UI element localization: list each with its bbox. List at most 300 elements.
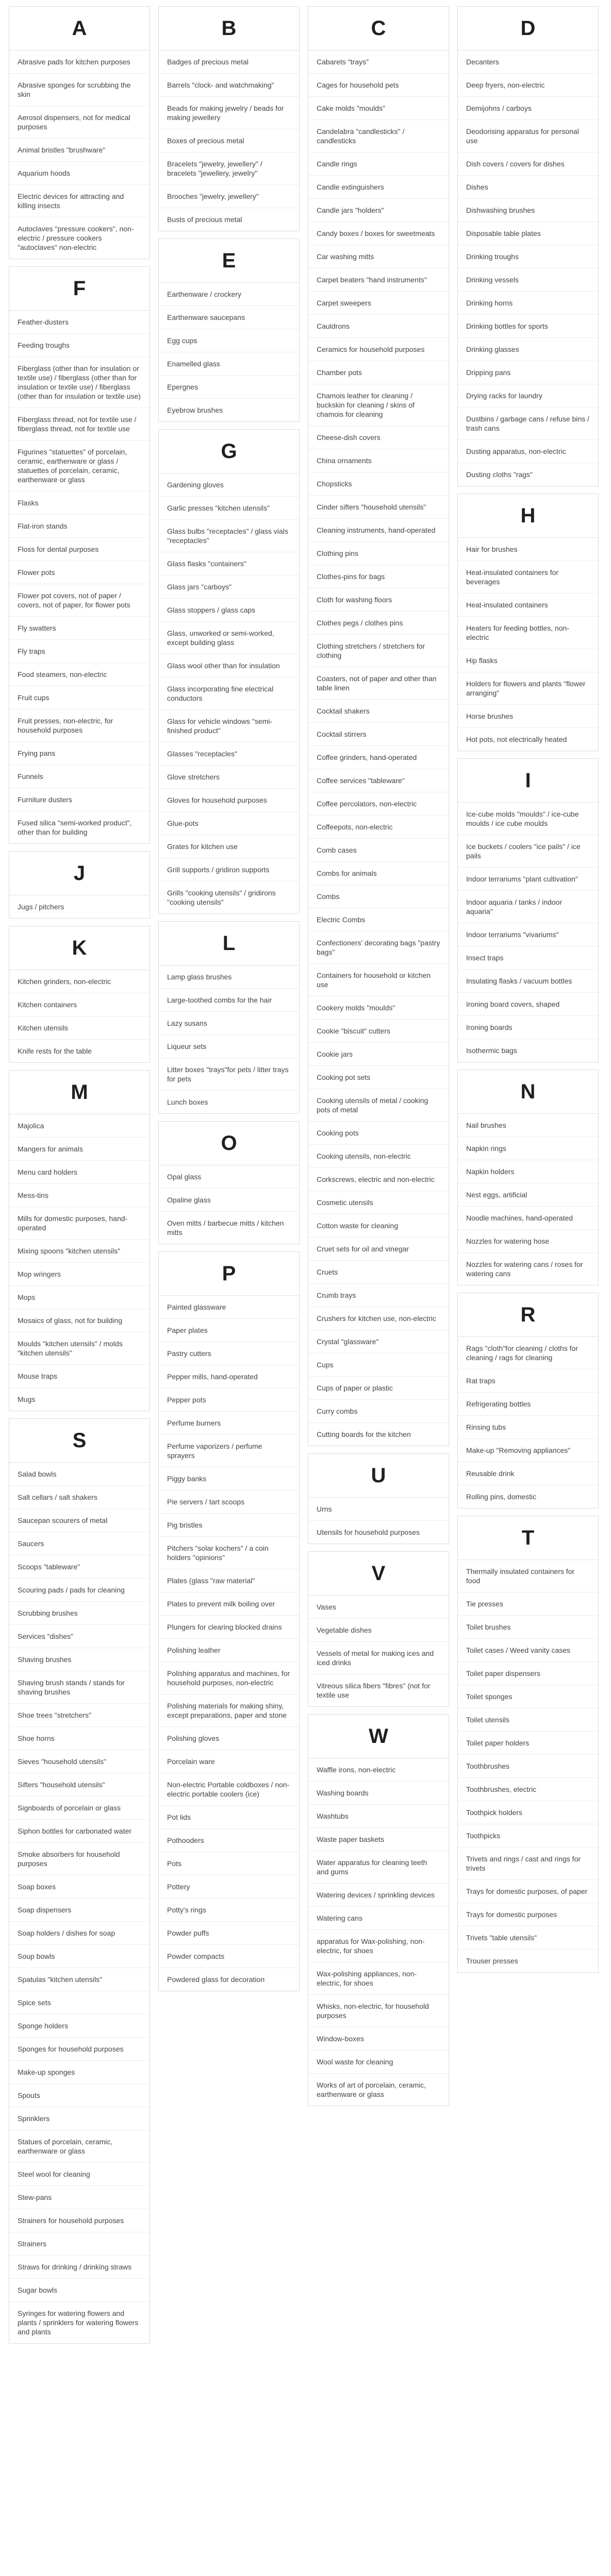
list-item[interactable]: Shaving brush stands / stands for shaving brushes — [9, 1671, 150, 1704]
list-item[interactable]: Toilet sponges — [458, 1685, 598, 1708]
list-item[interactable]: Gloves for household purposes — [159, 789, 299, 812]
list-item[interactable]: Kitchen grinders, non-electric — [9, 970, 150, 993]
list-item[interactable]: Urns — [308, 1498, 449, 1521]
column-2 — [158, 6, 300, 1998]
list-item[interactable]: Vitreous silica fibers "fibres" (not for textile use — [317, 1682, 431, 1699]
list-item[interactable]: Mops — [9, 1286, 150, 1309]
list-item[interactable]: Menu card holders — [9, 1161, 150, 1184]
list-item[interactable]: Earthenware / crockery — [159, 283, 299, 306]
list-item[interactable]: Trouser presses — [466, 1957, 518, 1965]
list-item[interactable]: Coffee grinders, hand-operated — [308, 746, 449, 769]
list-item[interactable]: Clothing pins — [308, 542, 449, 565]
list-item[interactable]: Shoe horns — [9, 1727, 150, 1750]
list-item[interactable]: Candle extinguishers — [308, 176, 449, 199]
list-item[interactable]: Straws for drinking / drinking straws — [9, 2256, 150, 2279]
list-item[interactable]: Decanters — [458, 50, 598, 74]
list-item[interactable]: Saucepan scourers of metal — [9, 1509, 150, 1532]
list-item[interactable]: Toothpick holders — [458, 1801, 598, 1824]
list-item[interactable]: Cabarets "trays" — [308, 50, 449, 74]
list-item[interactable]: Coffee percolators, non-electric — [308, 792, 449, 816]
list-item[interactable]: Fly traps — [9, 640, 150, 663]
list-item[interactable]: Opaline glass — [159, 1189, 299, 1212]
list-item[interactable]: Mixing spoons "kitchen utensils" — [9, 1240, 150, 1263]
list-item[interactable]: Ceramics for household purposes — [308, 338, 449, 361]
list-item[interactable]: Glass for vehicle windows "semi-finished product" — [159, 710, 299, 742]
list-item[interactable]: Crumb trays — [308, 1284, 449, 1307]
list-item[interactable]: Salad bowls — [9, 1463, 150, 1486]
list-item[interactable]: Heat-insulated containers for beverages — [458, 561, 598, 594]
list-item[interactable]: Beads for making jewelry / beads for making jewellery — [159, 97, 299, 129]
list-item[interactable]: Fiberglass thread, not for textile use / fiberglass thread, not for textile use — [9, 408, 150, 440]
list-item[interactable]: Hair for brushes — [458, 538, 598, 561]
list-item[interactable]: apparatus for Wax-polishing, non-electric, for shoes — [308, 1930, 449, 1962]
list-item[interactable]: Shoe trees "stretchers" — [9, 1704, 150, 1727]
list-item[interactable]: Crystal "glassware" — [308, 1330, 449, 1353]
list-item[interactable]: Refrigerating bottles — [458, 1393, 598, 1416]
list-item[interactable]: Clothes-pins for bags — [308, 565, 449, 588]
list-item[interactable]: Cooking pot sets — [308, 1066, 449, 1089]
list-item[interactable]: Carpet beaters "hand instruments" — [308, 268, 449, 292]
list-item[interactable]: Dusting apparatus, non-electric — [458, 440, 598, 463]
list-item[interactable]: Fly swatters — [9, 617, 150, 640]
list-item[interactable]: Works of art of porcelain, ceramic, earthenware or glass — [317, 2081, 426, 2098]
list-item[interactable]: Scrubbing brushes — [9, 1602, 150, 1625]
list-item[interactable]: Nail brushes — [458, 1114, 598, 1137]
list-item[interactable]: Siphon bottles for carbonated water — [9, 1820, 150, 1843]
list-item[interactable]: Enamelled glass — [159, 352, 299, 376]
list-item[interactable]: Glass incorporating fine electrical conductors — [159, 677, 299, 710]
list-item[interactable]: Fused silica "semi-worked product", other than for building — [18, 819, 132, 836]
list-item[interactable]: Wax-polishing appliances, non-electric, for shoes — [308, 1962, 449, 1995]
list-item[interactable]: Candy boxes / boxes for sweetmeats — [308, 222, 449, 245]
list-item[interactable]: Rat traps — [458, 1369, 598, 1393]
list-item[interactable]: Clothes pegs / clothes pins — [308, 612, 449, 635]
list-item[interactable]: Drinking bottles for sports — [458, 315, 598, 338]
list-item[interactable]: Vegetable dishes — [308, 1619, 449, 1642]
list-item[interactable]: Containers for household or kitchen use — [308, 964, 449, 996]
list-item[interactable]: Trays for domestic purposes, of paper — [458, 1880, 598, 1903]
list-item[interactable]: Scouring pads / pads for cleaning — [9, 1579, 150, 1602]
list-item[interactable]: Pothooders — [159, 1829, 299, 1852]
list-item[interactable]: Funnels — [9, 765, 150, 788]
list-item[interactable]: Sifters "household utensils" — [9, 1773, 150, 1797]
list-item[interactable]: Candle rings — [308, 152, 449, 176]
list-item[interactable]: Cocktail stirrers — [308, 723, 449, 746]
list-item[interactable]: Crushers for kitchen use, non-electric — [308, 1307, 449, 1330]
list-item[interactable]: Chopsticks — [308, 472, 449, 496]
list-item[interactable]: Watering cans — [308, 1907, 449, 1930]
list-item[interactable]: Feather-dusters — [9, 311, 150, 334]
list-item[interactable]: Sprinklers — [9, 2107, 150, 2130]
list-item[interactable]: Washtubs — [308, 1805, 449, 1828]
list-item[interactable]: Knife rests for the table — [18, 1047, 92, 1055]
list-item[interactable]: Smoke absorbers for household purposes — [9, 1843, 150, 1875]
list-item[interactable]: Reusable drink — [458, 1462, 598, 1485]
list-item[interactable]: Large-toothed combs for the hair — [159, 989, 299, 1012]
list-item[interactable]: Dustbins / garbage cans / refuse bins / trash cans — [458, 408, 598, 440]
list-item[interactable]: Jugs / pitchers — [18, 903, 64, 911]
list-item[interactable]: Lazy susans — [159, 1012, 299, 1035]
list-item[interactable]: Animal bristles "brushware" — [9, 139, 150, 162]
list-item[interactable]: Kitchen containers — [9, 993, 150, 1016]
list-item[interactable]: Plates to prevent milk boiling over — [159, 1592, 299, 1616]
list-item[interactable]: Dusting cloths "rags" — [466, 470, 533, 479]
list-item[interactable]: Coasters, not of paper and other than table linen — [308, 667, 449, 700]
list-item[interactable]: Mouse traps — [9, 1365, 150, 1388]
list-item[interactable]: Cups of paper or plastic — [308, 1377, 449, 1400]
list-item[interactable]: Utensils for household purposes — [317, 1528, 420, 1536]
list-item[interactable]: Polishing apparatus and machines, for household purposes, non-electric — [159, 1662, 299, 1694]
list-item[interactable]: Glass, unworked or semi-worked, except building glass — [159, 622, 299, 654]
list-item[interactable]: Moulds "kitchen utensils" / molds "kitchen utensils" — [9, 1332, 150, 1365]
list-item[interactable]: Chamber pots — [308, 361, 449, 384]
list-item[interactable]: Cups — [308, 1353, 449, 1377]
list-item[interactable]: Deep fryers, non-electric — [458, 74, 598, 97]
list-item[interactable]: Polishing gloves — [159, 1727, 299, 1750]
list-item[interactable]: Glasses "receptacles" — [159, 742, 299, 766]
column-4 — [457, 6, 599, 1980]
list-item[interactable]: Spouts — [9, 2084, 150, 2107]
letter-heading: F — [9, 267, 150, 311]
list-item[interactable]: Boxes of precious metal — [159, 129, 299, 152]
list-item[interactable]: Gardening gloves — [159, 473, 299, 497]
list-item[interactable]: Drinking troughs — [458, 245, 598, 268]
list-item[interactable]: Candelabra "candlesticks" / candlesticks — [308, 120, 449, 152]
list-item[interactable]: Hot pots, not electrically heated — [466, 735, 567, 743]
group-c — [308, 6, 449, 1446]
list-item[interactable]: Drinking glasses — [458, 338, 598, 361]
list-item[interactable]: Potty's rings — [159, 1899, 299, 1922]
list-item[interactable]: Coffee services "tableware" — [308, 769, 449, 792]
list-item[interactable]: Dishwashing brushes — [458, 199, 598, 222]
list-item[interactable]: Pig bristles — [159, 1514, 299, 1537]
letter-heading: I — [458, 759, 598, 803]
list-item[interactable]: Litter boxes "trays"for pets / litter trays for pets — [159, 1058, 299, 1091]
list-item[interactable]: Rolling pins, domestic — [466, 1493, 537, 1501]
list-item[interactable]: Statues of porcelain, ceramic, earthenware or glass — [9, 2130, 150, 2163]
list-item[interactable]: Rags "cloth"for cleaning / cloths for cleaning / rags for cleaning — [458, 1337, 598, 1369]
list-item[interactable]: Flat-iron stands — [9, 515, 150, 538]
list-item[interactable]: Cookie "biscuit" cutters — [308, 1020, 449, 1043]
list-item[interactable]: Pottery — [159, 1875, 299, 1899]
list-item[interactable]: Cloth for washing floors — [308, 588, 449, 612]
list-item[interactable]: Nest eggs, artificial — [458, 1183, 598, 1207]
list-item[interactable]: Cocktail shakers — [308, 700, 449, 723]
letter-heading: G — [159, 430, 299, 473]
list-item[interactable]: Sieves "household utensils" — [9, 1750, 150, 1773]
list-item[interactable]: Drinking vessels — [458, 268, 598, 292]
list-item[interactable]: Trivets and rings / cast and rings for trivets — [458, 1848, 598, 1880]
list-item[interactable]: Nozzles for watering cans / roses for watering cans — [466, 1260, 583, 1278]
list-item[interactable]: Glass flasks "containers" — [159, 552, 299, 575]
list-item[interactable]: Flasks — [9, 492, 150, 515]
list-item[interactable]: Washing boards — [308, 1782, 449, 1805]
list-item[interactable]: Grills "cooking utensils" / gridirons "cooking utensils" — [167, 889, 276, 906]
list-item[interactable]: Glove stretchers — [159, 766, 299, 789]
list-item[interactable]: Toilet paper dispensers — [458, 1662, 598, 1685]
list-item[interactable]: Cookery molds "moulds" — [308, 996, 449, 1020]
list-item[interactable]: Abrasive sponges for scrubbing the skin — [9, 74, 150, 106]
list-item[interactable]: Powder puffs — [159, 1922, 299, 1945]
list-item[interactable]: Heaters for feeding bottles, non-electric — [458, 617, 598, 649]
list-item[interactable]: Aquarium hoods — [9, 162, 150, 185]
list-item[interactable]: Combs for animals — [308, 862, 449, 885]
list-item[interactable]: Fruit presses, non-electric, for household purposes — [9, 709, 150, 742]
list-item[interactable]: Plungers for clearing blocked drains — [159, 1616, 299, 1639]
list-item[interactable]: Polishing leather — [159, 1639, 299, 1662]
list-item[interactable]: Cosmetic utensils — [308, 1191, 449, 1214]
list-item[interactable]: Ice buckets / coolers "ice pails" / ice pails — [458, 835, 598, 868]
list-item[interactable]: Trays for domestic purposes — [458, 1903, 598, 1926]
list-item[interactable]: Lunch boxes — [167, 1098, 208, 1106]
list-item[interactable]: Isothermic bags — [466, 1046, 517, 1055]
list-item[interactable]: Cinder sifters "household utensils" — [308, 496, 449, 519]
list-item[interactable]: Mess-tins — [9, 1184, 150, 1207]
list-item[interactable]: Corkscrews, electric and non-electric — [308, 1168, 449, 1191]
list-item[interactable]: Fruit cups — [9, 686, 150, 709]
list-item[interactable]: Food steamers, non-electric — [9, 663, 150, 686]
list-item[interactable]: Heat-insulated containers — [458, 594, 598, 617]
list-item[interactable]: Figurines "statuettes" of porcelain, ceramic, earthenware or glass / statuettes of porcelain, ceramic, earthenware or glass — [9, 440, 150, 492]
list-item[interactable]: Steel wool for cleaning — [9, 2163, 150, 2186]
list-item[interactable]: Sponges for household purposes — [9, 2038, 150, 2061]
list-item[interactable]: Epergnes — [159, 376, 299, 399]
list-item[interactable]: Toothpicks — [458, 1824, 598, 1848]
list-item[interactable]: Tie presses — [458, 1592, 598, 1616]
list-item[interactable]: Non-electric Portable coldboxes / non-electric portable coolers (ice) — [159, 1773, 299, 1806]
list-item[interactable]: Glass jars "carboys" — [159, 575, 299, 599]
list-item[interactable]: Soap holders / dishes for soap — [9, 1922, 150, 1945]
list-item[interactable]: Floss for dental purposes — [9, 538, 150, 561]
list-item[interactable]: Paper plates — [159, 1319, 299, 1342]
list-item[interactable]: Soap dispensers — [9, 1899, 150, 1922]
list-item[interactable]: Brooches "jewelry, jewellery" — [159, 185, 299, 208]
list-item[interactable]: Clothing stretchers / stretchers for clothing — [308, 635, 449, 667]
list-item[interactable]: Pitchers "solar kochers" / a coin holders "opinions" — [159, 1537, 299, 1569]
list-item[interactable]: Scoops "tableware" — [9, 1555, 150, 1579]
list-item[interactable]: Garlic presses "kitchen utensils" — [159, 497, 299, 520]
list-item[interactable]: Signboards of porcelain or glass — [9, 1797, 150, 1820]
list-item[interactable]: Mangers for animals — [9, 1138, 150, 1161]
group-p — [158, 1251, 300, 1991]
list-item[interactable]: Powdered glass for decoration — [167, 1975, 265, 1984]
list-item[interactable]: Lamp glass brushes — [159, 965, 299, 989]
list-item[interactable]: Vases — [308, 1596, 449, 1619]
list-item[interactable]: Flower pot covers, not of paper / covers, not of paper, for flower pots — [9, 584, 150, 617]
list-item[interactable]: Disposable table plates — [458, 222, 598, 245]
list-item[interactable]: Whisks, non-electric, for household purposes — [308, 1995, 449, 2027]
list-item[interactable]: Pepper mills, hand-operated — [159, 1365, 299, 1388]
list-item[interactable]: Perfume burners — [159, 1412, 299, 1435]
list-item[interactable]: Toilet utensils — [458, 1708, 598, 1732]
list-item[interactable]: Cotton waste for cleaning — [308, 1214, 449, 1238]
list-item[interactable]: Dripping pans — [458, 361, 598, 384]
list-item[interactable]: Demijohns / carboys — [458, 97, 598, 120]
list-item[interactable]: Pastry cutters — [159, 1342, 299, 1365]
list-item[interactable]: Water apparatus for cleaning teeth and gums — [308, 1851, 449, 1884]
list-item[interactable]: Flower pots — [9, 561, 150, 584]
list-item[interactable]: Car washing mitts — [308, 245, 449, 268]
list-item[interactable]: Liqueur sets — [159, 1035, 299, 1058]
list-item[interactable]: Piggy banks — [159, 1467, 299, 1490]
list-item[interactable]: Glue-pots — [159, 812, 299, 835]
list-item[interactable]: Glass wool other than for insulation — [159, 654, 299, 677]
list-item[interactable]: Egg cups — [159, 329, 299, 352]
list-item[interactable]: Glass stoppers / glass caps — [159, 599, 299, 622]
list-item[interactable]: China ornaments — [308, 449, 449, 472]
list-item[interactable]: Ice-cube molds "moulds" / ice-cube moulds / ice cube moulds — [458, 803, 598, 835]
list-item[interactable]: Deodorising apparatus for personal use — [458, 120, 598, 152]
list-item[interactable]: Cleaning instruments, hand-operated — [308, 519, 449, 542]
list-item[interactable]: Cooking pots — [308, 1122, 449, 1145]
list-item[interactable]: Ironing boards — [458, 1016, 598, 1039]
group-n — [457, 1070, 599, 1285]
list-item[interactable]: Grates for kitchen use — [159, 835, 299, 858]
list-item[interactable]: Nozzles for watering hose — [458, 1230, 598, 1253]
list-item[interactable]: Barrels "clock- and watchmaking" — [159, 74, 299, 97]
list-item[interactable]: Painted glassware — [159, 1296, 299, 1319]
list-item[interactable]: Napkin rings — [458, 1137, 598, 1160]
list-item[interactable]: Polishing materials for making shiny, except preparations, paper and stone — [159, 1694, 299, 1727]
list-item[interactable]: Busts of precious metal — [167, 215, 242, 224]
list-item[interactable]: Wool waste for cleaning — [308, 2050, 449, 2074]
list-item[interactable]: Glass bulbs "receptacles" / glass vials "receptacles" — [159, 520, 299, 552]
list-item[interactable]: Aerosol dispensers, not for medical purposes — [9, 106, 150, 139]
list-item[interactable]: Watering devices / sprinkling devices — [308, 1884, 449, 1907]
list-item[interactable]: Cruet sets for oil and vinegar — [308, 1238, 449, 1261]
list-item[interactable]: Powder compacts — [159, 1945, 299, 1968]
list-item[interactable]: Cruets — [308, 1261, 449, 1284]
list-item[interactable]: Feeding troughs — [9, 334, 150, 357]
list-item[interactable]: Sugar bowls — [9, 2279, 150, 2302]
list-item[interactable]: Candle jars "holders" — [308, 199, 449, 222]
list-item[interactable]: Fiberglass (other than for insulation or textile use) / fiberglass (other than for insulation or textile use) / fiberglass (other than for insulation or textile use) — [9, 357, 150, 408]
list-item[interactable]: Eyebrow brushes — [167, 406, 223, 414]
list-item[interactable]: Pie servers / tart scoops — [159, 1490, 299, 1514]
list-item[interactable]: Napkin holders — [458, 1160, 598, 1183]
list-item[interactable]: Horse brushes — [458, 705, 598, 728]
list-item[interactable]: Toilet cases / Weed vanity cases — [458, 1639, 598, 1662]
list-item[interactable]: Oven mitts / barbecue mitts / kitchen mitts — [167, 1219, 284, 1236]
list-item[interactable]: Trivets "table utensils" — [458, 1926, 598, 1950]
list-item[interactable]: Porcelain ware — [159, 1750, 299, 1773]
list-item[interactable]: Electric Combs — [308, 908, 449, 931]
list-item[interactable]: Perfume vaporizers / perfume sprayers — [159, 1435, 299, 1467]
list-item[interactable]: Coffeepots, non-electric — [308, 816, 449, 839]
list-item[interactable]: Toothbrushes — [458, 1755, 598, 1778]
list-item[interactable]: Chamois leather for cleaning / buckskin for cleaning / skins of chamois for cleaning — [308, 384, 449, 426]
list-item[interactable]: Pot lids — [159, 1806, 299, 1829]
list-item[interactable]: Cutting boards for the kitchen — [317, 1430, 411, 1438]
list-item[interactable]: Mop wringers — [9, 1263, 150, 1286]
list-item[interactable]: Grill supports / gridiron supports — [159, 858, 299, 882]
list-item[interactable]: Plates (glass "raw material" — [159, 1569, 299, 1592]
list-item[interactable]: Toilet brushes — [458, 1616, 598, 1639]
list-item[interactable]: Insect traps — [458, 946, 598, 970]
list-item[interactable]: Make-up "Removing appliances" — [458, 1439, 598, 1462]
list-item[interactable]: Thermally insulated containers for food — [458, 1560, 598, 1592]
list-item[interactable]: Mugs — [18, 1395, 36, 1403]
list-item[interactable]: Cooking utensils of metal / cooking pots of metal — [308, 1089, 449, 1122]
list-item[interactable]: Salt cellars / salt shakers — [9, 1486, 150, 1509]
list-item[interactable]: Spatulas "kitchen utensils" — [9, 1968, 150, 1991]
letter-heading: V — [308, 1552, 449, 1596]
list-item[interactable]: Sponge holders — [9, 2014, 150, 2038]
list-item[interactable]: Syringes for watering flowers and plants / sprinklers for watering flowers and plants — [18, 2309, 139, 2336]
list-item[interactable]: Cheese-dish covers — [308, 426, 449, 449]
list-item[interactable]: Furniture dusters — [9, 788, 150, 811]
list-item[interactable]: Window-boxes — [308, 2027, 449, 2050]
list-item[interactable]: Services "dishes" — [9, 1625, 150, 1648]
list-item[interactable]: Waste paper baskets — [308, 1828, 449, 1851]
list-item[interactable]: Hip flasks — [458, 649, 598, 672]
list-item[interactable]: Toothbrushes, electric — [458, 1778, 598, 1801]
list-item[interactable]: Mosaics of glass, not for building — [9, 1309, 150, 1332]
list-item[interactable]: Make-up sponges — [9, 2061, 150, 2084]
list-item[interactable]: Majolica — [9, 1114, 150, 1138]
list-item[interactable]: Comb cases — [308, 839, 449, 862]
list-item[interactable]: Strainers for household purposes — [9, 2209, 150, 2232]
list-item[interactable]: Drying racks for laundry — [458, 384, 598, 408]
list-item[interactable]: Waffle irons, non-electric — [308, 1758, 449, 1782]
list-item[interactable]: Ironing board covers, shaped — [458, 993, 598, 1016]
list-item[interactable]: Saucers — [9, 1532, 150, 1555]
list-item[interactable]: Cookie jars — [308, 1043, 449, 1066]
letter-heading: L — [159, 922, 299, 965]
list-item[interactable]: Curry combs — [308, 1400, 449, 1423]
list-item[interactable]: Stew-pans — [9, 2186, 150, 2209]
list-item[interactable]: Indoor aquaria / tanks / indoor aquaria" — [458, 891, 598, 923]
list-item[interactable]: Indoor terrariums "plant cultivation" — [458, 868, 598, 891]
list-item[interactable]: Carpet sweepers — [308, 292, 449, 315]
list-item[interactable]: Pepper pots — [159, 1388, 299, 1412]
list-item[interactable]: Dishes — [458, 176, 598, 199]
list-item[interactable]: Shaving brushes — [9, 1648, 150, 1671]
list-item[interactable]: Vessels of metal for making ices and iced drinks — [308, 1642, 449, 1674]
list-item[interactable]: Opal glass — [159, 1165, 299, 1189]
list-item[interactable]: Frying pans — [9, 742, 150, 765]
list-item[interactable]: Holders for flowers and plants "flower arranging" — [458, 672, 598, 705]
list-item[interactable]: Spice sets — [9, 1991, 150, 2014]
list-item[interactable]: Drinking horns — [458, 292, 598, 315]
list-item[interactable]: Rinsing tubs — [458, 1416, 598, 1439]
list-item[interactable]: Kitchen utensils — [9, 1016, 150, 1040]
list-item[interactable]: Autoclaves "pressure cookers", non-electric / pressure cookers "autoclaves" non-electric — [18, 225, 134, 251]
list-item[interactable]: Mills for domestic purposes, hand-operated — [9, 1207, 150, 1240]
list-item[interactable]: Cauldrons — [308, 315, 449, 338]
list-item[interactable]: Combs — [308, 885, 449, 908]
letter-heading: E — [159, 239, 299, 283]
list-item[interactable]: Cooking utensils, non-electric — [308, 1145, 449, 1168]
list-item[interactable]: Bracelets "jewelry, jewellery" / bracelets "jewellery, jewelry" — [159, 152, 299, 185]
list-item[interactable]: Soap boxes — [9, 1875, 150, 1899]
list-item[interactable]: Abrasive pads for kitchen purposes — [9, 50, 150, 74]
list-item[interactable]: Noodle machines, hand-operated — [458, 1207, 598, 1230]
list-item[interactable]: Earthenware saucepans — [159, 306, 299, 329]
list-item[interactable]: Confectioners' decorating bags "pastry bags" — [308, 931, 449, 964]
list-item[interactable]: Cake molds "moulds" — [308, 97, 449, 120]
list-item[interactable]: Toilet paper holders — [458, 1732, 598, 1755]
list-item[interactable]: Insulating flasks / vacuum bottles — [458, 970, 598, 993]
list-item[interactable]: Soup bowls — [9, 1945, 150, 1968]
list-item[interactable]: Strainers — [9, 2232, 150, 2256]
list-item[interactable]: Cages for household pets — [308, 74, 449, 97]
list-item[interactable]: Dish covers / covers for dishes — [458, 152, 598, 176]
list-item[interactable]: Electric devices for attracting and killing insects — [9, 185, 150, 217]
list-item[interactable]: Pots — [159, 1852, 299, 1875]
list-item[interactable]: Indoor terrariums "vivariums" — [458, 923, 598, 946]
list-item[interactable]: Badges of precious metal — [159, 50, 299, 74]
